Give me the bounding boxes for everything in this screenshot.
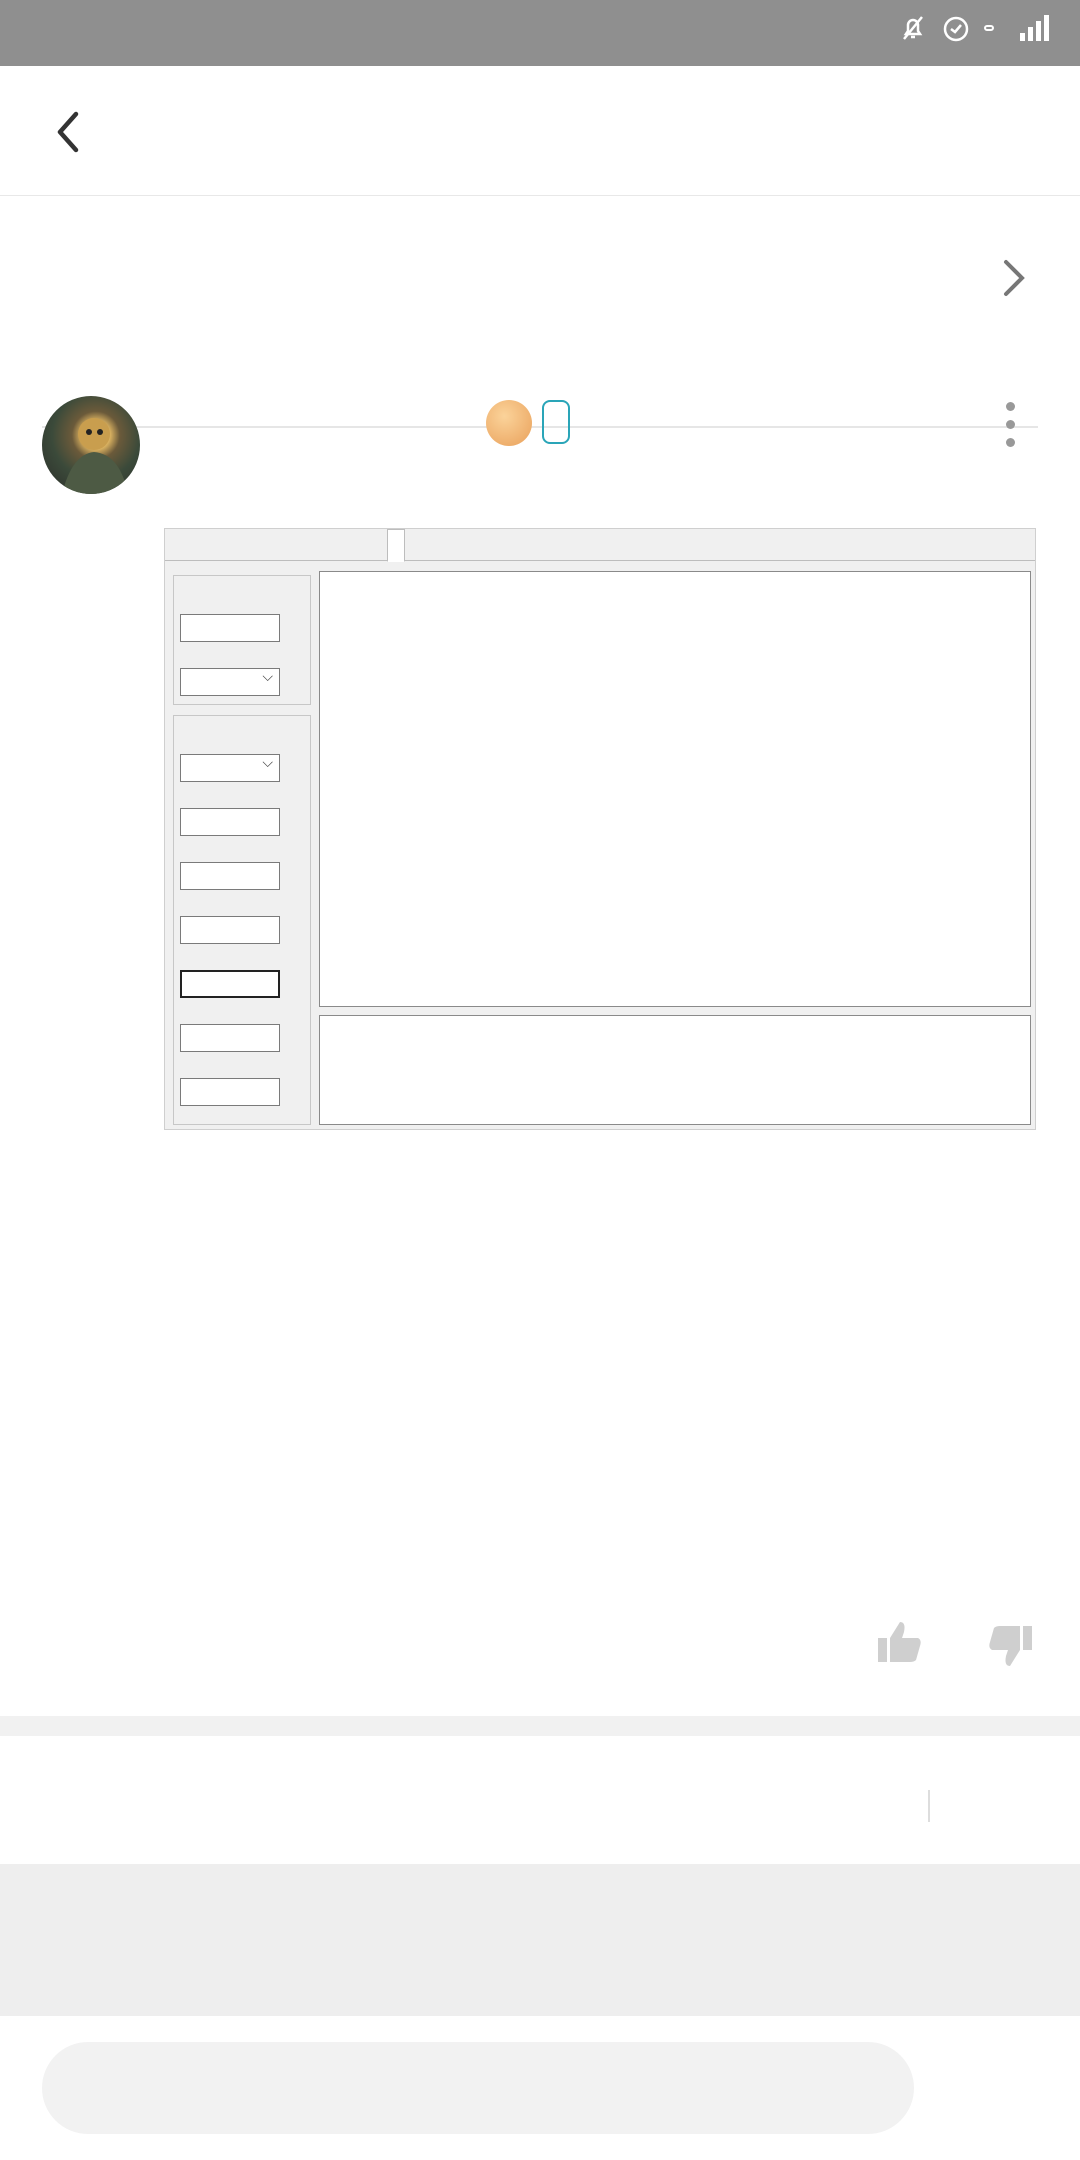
avatar-image [42, 396, 140, 494]
forge-attributes-group [173, 575, 311, 705]
post-image[interactable] [164, 528, 1036, 1130]
temper-result-table [319, 571, 1031, 1007]
app-tab-help [167, 533, 185, 561]
app-tab-temper-sim [387, 529, 405, 562]
weapon-type-select [180, 754, 280, 782]
forge-material-select [180, 668, 280, 696]
sort-divider [928, 1790, 930, 1822]
status-icons [886, 12, 1052, 44]
empty-replies [0, 1864, 1080, 2016]
app-tab-bar [165, 529, 1036, 561]
temper-material-table [319, 1015, 1031, 1125]
thumbs-down-icon[interactable] [986, 1622, 1034, 1670]
trait-field [180, 1078, 280, 1106]
quench-damage-field [180, 862, 280, 890]
reply-input[interactable] [42, 2042, 914, 2134]
hd-icon [984, 25, 994, 31]
back-arrow-icon[interactable] [50, 110, 90, 154]
app-left-panel [173, 565, 311, 1125]
toughness-field [180, 1024, 280, 1052]
hardness-field [180, 970, 280, 998]
replies-header [0, 1736, 1080, 1864]
weapon-attributes-group [173, 715, 311, 1125]
level-badge [486, 400, 532, 446]
reply-bar [0, 2016, 1080, 2160]
app-tab-settings [227, 533, 245, 561]
avatar[interactable] [42, 396, 140, 494]
top-bar [0, 66, 1080, 196]
weight-field [180, 916, 280, 944]
thumbs-up-icon[interactable] [876, 1618, 924, 1666]
reply-detail-sheet [0, 66, 1080, 2160]
owner-tag [542, 400, 570, 444]
section-divider [0, 1716, 1080, 1736]
status-bar [0, 0, 1080, 66]
bell-muted-icon [898, 13, 928, 43]
temper-count-field [180, 808, 280, 836]
forge-skill-field [180, 614, 280, 642]
signal-icon [1018, 13, 1052, 43]
more-options-icon[interactable] [1002, 402, 1018, 448]
app-tab-limit-calc [289, 533, 307, 561]
thread-link[interactable] [42, 196, 1038, 428]
chevron-right-icon [1000, 256, 1028, 300]
app-tab-forge-sim [491, 533, 509, 561]
alarm-icon [940, 12, 972, 44]
